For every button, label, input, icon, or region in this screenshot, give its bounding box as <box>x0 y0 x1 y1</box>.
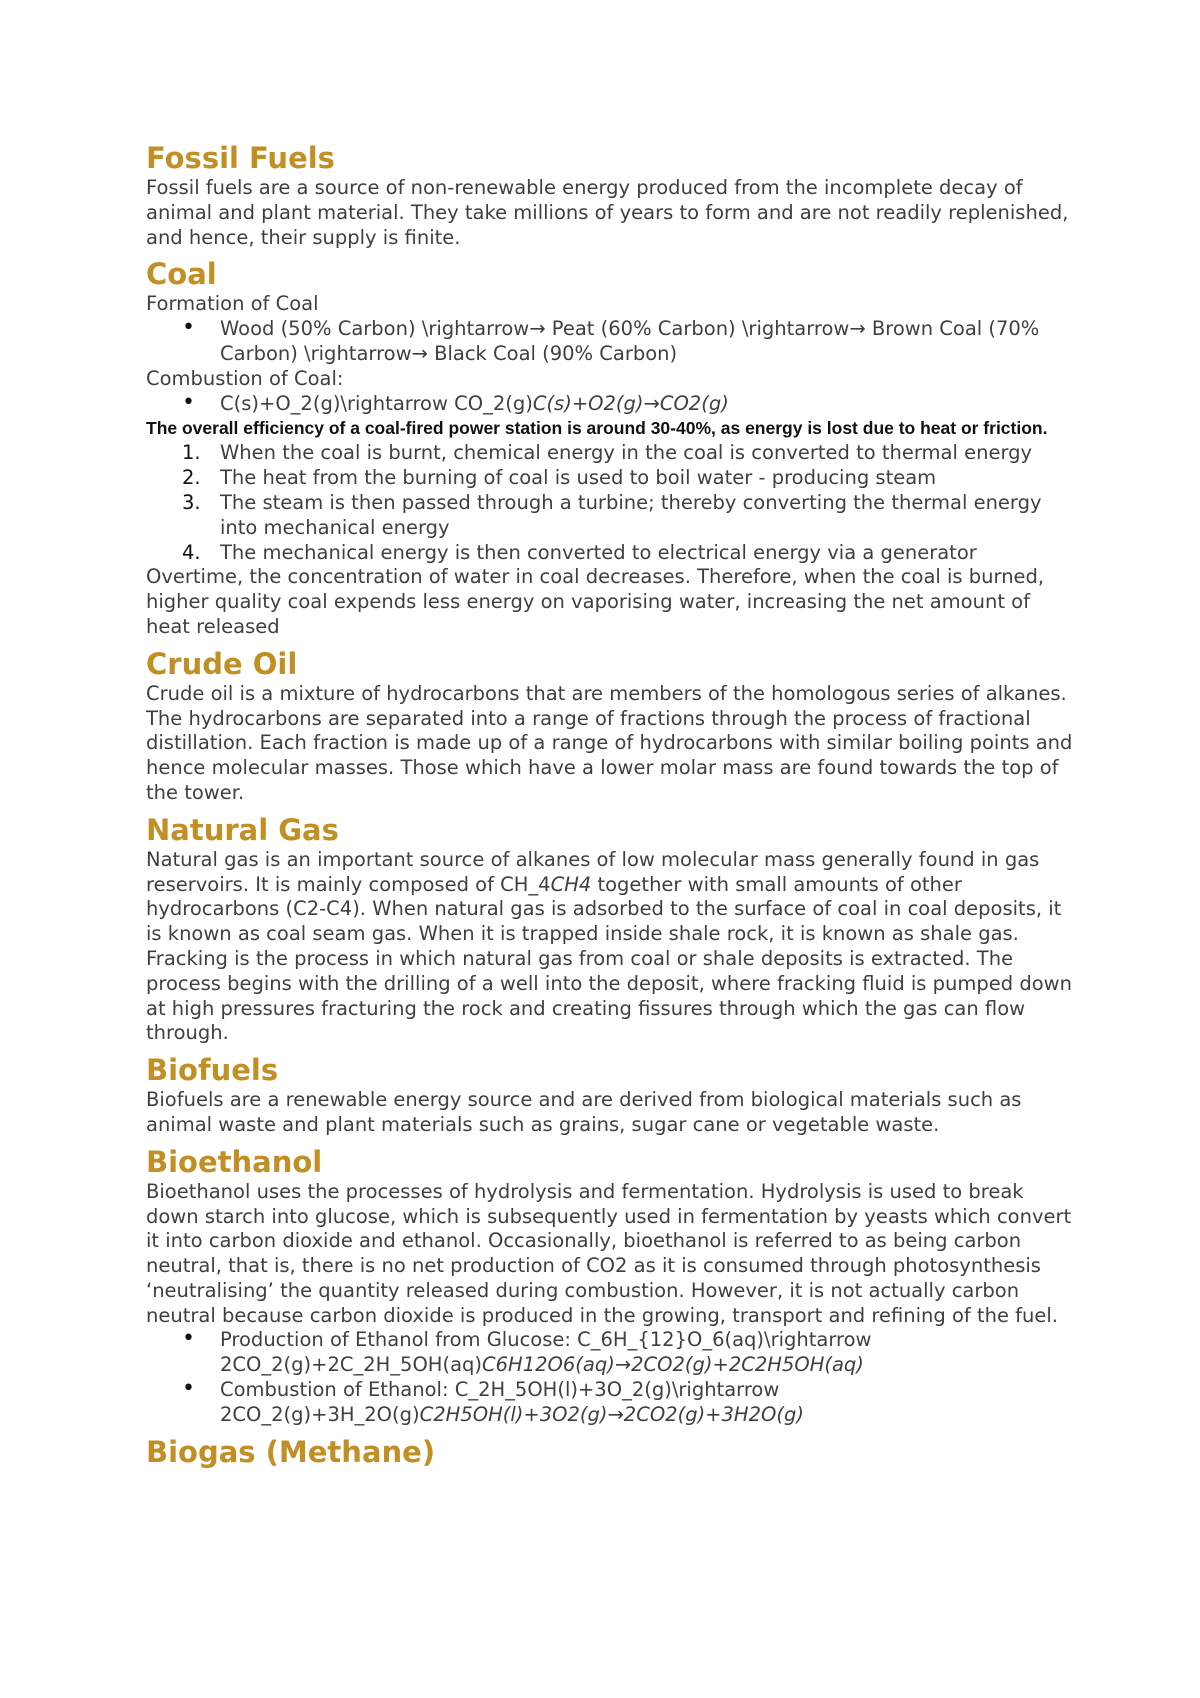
list-item: • Wood (50% Carbon) \rightarrow→ Peat (60% Carbon) \rightarrow→ Brown Coal (70% Carbon) \rightarrow→ Black Coal (90% Carbon) <box>146 317 1076 367</box>
heading-biofuels: Biofuels <box>146 1053 279 1088</box>
equation-raw: Combustion of Ethanol: C_2H_5OH(l)+3O_2(g)\rightarrow 2CO_2(g)+3H_2O(g) <box>220 1378 780 1426</box>
list-number: 3. <box>182 490 201 514</box>
coal-formation-label: Formation of Coal <box>146 292 319 316</box>
document-page <box>146 140 1076 1470</box>
equation-rendered: C(s)+O2(g)→CO2(g) <box>532 391 729 415</box>
list-item <box>146 491 1076 541</box>
fracking-paragraph: Fracking is the process in which natural gas from coal or shale deposits is extracted. The process begins with the drilling of a well into the deposit, where fracking fluid is pumped down at high pressures fracturing the rock and creating fissures through which the gas can flow through. <box>146 946 1072 1045</box>
list-text: The steam is then passed through a turbine; thereby converting the thermal energy into mechanical energy <box>220 490 1042 539</box>
equation-rendered: CH4 <box>550 872 592 896</box>
heading-natural-gas: Natural Gas <box>146 812 339 847</box>
equation-raw: Production of Ethanol from Glucose: C_6H_{12}O_6(aq)\rightarrow 2CO_2(g)+2C_2H_5OH(aq) <box>220 1328 872 1377</box>
list-number: 4. <box>182 540 201 564</box>
list-text: The heat from the burning of coal is used to boil water - producing steam <box>220 466 937 490</box>
heading-bioethanol: Bioethanol <box>146 1144 323 1179</box>
natural-gas-paragraph <box>146 848 1076 947</box>
equation-rendered: C2H5OH(l)+3O2(g)→2CO2(g)+3H2O(g) <box>419 1402 804 1426</box>
coal-efficiency-note: The overall efficiency of a coal-fired power station is around 30-40%, as energy is lost due to heat or friction. <box>146 418 1048 439</box>
heading-fossil-fuels: Fossil Fuels <box>146 141 335 175</box>
list-text: The mechanical energy is then converted to electrical energy via a generator <box>220 540 977 564</box>
coal-closing-paragraph: Overtime, the concentration of water in coal decreases. Therefore, when the coal is burned, higher quality coal expends less energy on vaporising water, increasing the net amount of heat released <box>146 565 1045 638</box>
coal-formation-list <box>146 317 1076 367</box>
list-text: When the coal is burnt, chemical energy in the coal is converted to thermal energy <box>220 441 1033 465</box>
heading-coal: Coal <box>146 257 217 292</box>
text-run: Natural gas is an important source of alkanes of low molecular mass generally found in gas reservoirs. It is mainly composed of CH_4 <box>146 847 1040 896</box>
biofuels-paragraph: Biofuels are a renewable energy source and are derived from biological materials such as animal waste and plant materials such as grains, sugar cane or vegetable waste. <box>146 1088 1022 1136</box>
list-item <box>146 1328 1076 1378</box>
crude-oil-paragraph: Crude oil is a mixture of hydrocarbons that are members of the homologous series of alkanes. The hydrocarbons are separated into a range of fractions through the process of fractional distillation. Each fraction is made up of a range of hydrocarbons with similar boiling points and hence molecular masses. Those which have a lower molar mass are found towards the top of the tower. <box>146 681 1073 804</box>
list-item <box>146 441 1076 466</box>
list-number: 1. <box>182 441 201 465</box>
bioethanol-paragraph: Bioethanol uses the processes of hydrolysis and fermentation. Hydrolysis is used to break down starch into glucose, which is subsequently used in fermentation by yeasts which convert it into carbon dioxide and ethanol. Occasionally, bioethanol is referred to as being carbon neutral, that is, there is no net production of CO2 as it is consumed through photosynthesis ‘neutralising’ the quantity released during combustion. However, it is not actually carbon neutral because carbon dioxide is produced in the growing, transport and refining of the fuel. <box>146 1179 1072 1327</box>
fossil-fuels-paragraph: Fossil fuels are a source of non-renewable energy produced from the incomplete decay of animal and plant material. They take millions of years to form and are not readily replenished, and hence, their supply is finite. <box>146 176 1069 249</box>
heading-biogas: Biogas (Methane) <box>146 1434 436 1469</box>
bioethanol-equations-list <box>146 1328 1076 1427</box>
list-item <box>146 466 1076 491</box>
heading-crude-oil: Crude Oil <box>146 646 298 681</box>
list-item <box>146 1378 1076 1428</box>
equation-rendered: C6H12O6(aq)→2CO2(g)+2C2H5OH(aq) <box>482 1353 864 1377</box>
coal-combustion-label: Combustion of Coal: <box>146 366 344 390</box>
coal-combustion-list <box>146 392 1076 417</box>
coal-steps-list <box>146 441 1076 565</box>
list-item <box>146 392 1076 417</box>
list-item <box>146 541 1076 566</box>
equation-raw: C(s)+O_2(g)\rightarrow CO_2(g) <box>220 391 533 415</box>
list-number: 2. <box>182 466 201 490</box>
text-run: together with small amounts of other hydrocarbons (C2-C4). When natural gas is adsorbed to the surface of coal in coal deposits, it is known as coal seam gas. When it is trapped inside shale rock, it is known as shale gas. <box>146 872 1062 946</box>
